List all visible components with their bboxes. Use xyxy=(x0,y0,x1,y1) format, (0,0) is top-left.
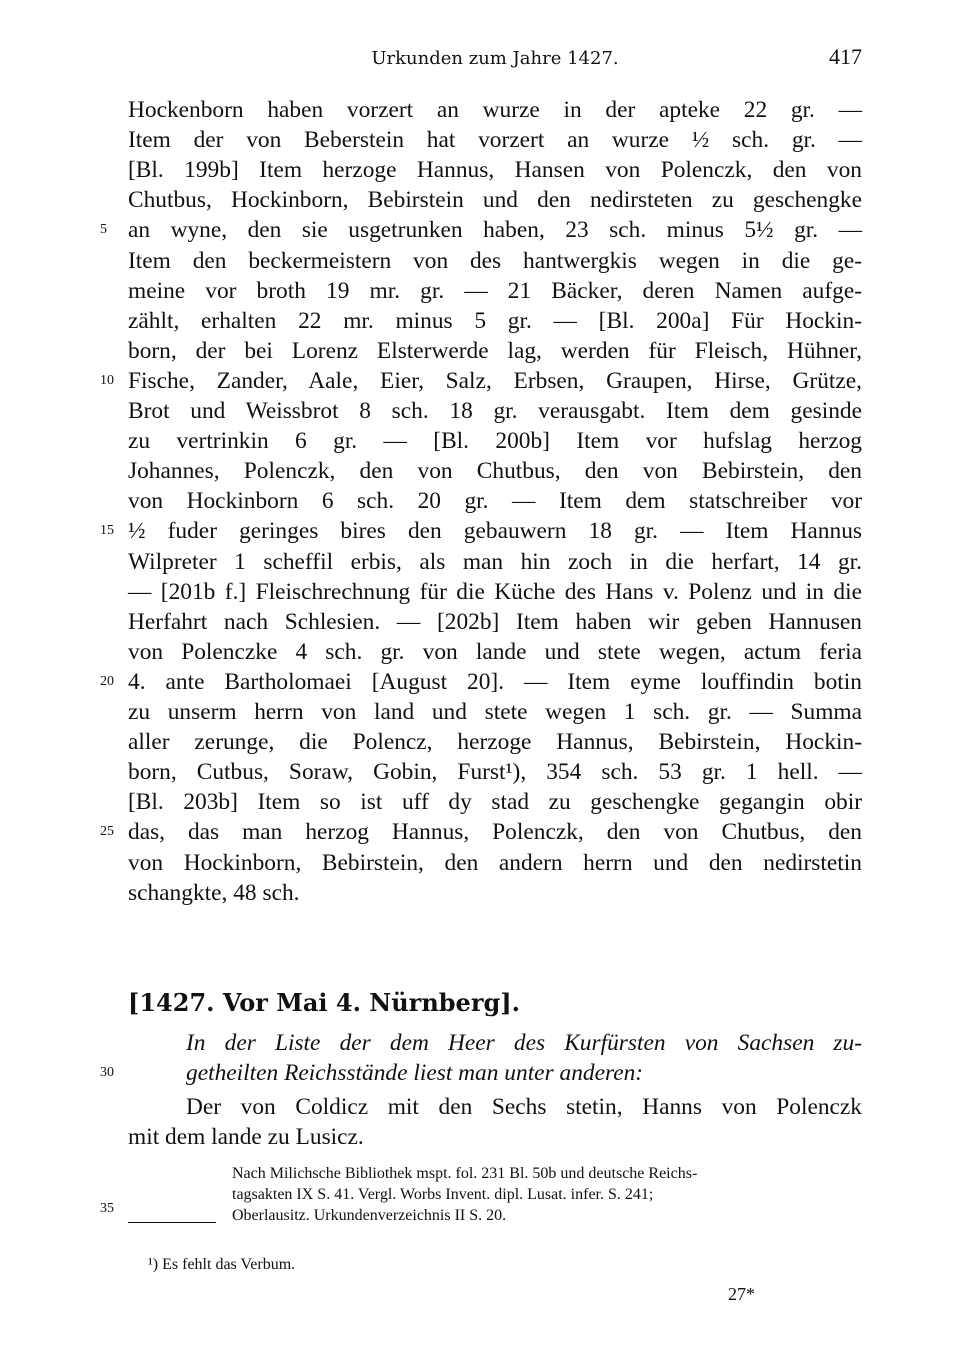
document-text-line: Item den beckermeistern von des hantwergkis wegen in die ge- xyxy=(128,247,862,274)
line-number: 5 xyxy=(100,222,107,238)
document-text-line: born, der bei Lorenz Elsterwerde lag, werden für Fleisch, Hühner, xyxy=(128,337,862,364)
signature-mark: 27* xyxy=(728,1284,755,1304)
document-text-line: Wilpreter 1 scheffil erbis, als man hin zoch in die herfart, 14 gr. xyxy=(128,548,862,575)
document-text-line: Item der von Beberstein hat vorzert an wurze ½ sch. gr. — xyxy=(128,127,862,154)
document-text-line: schangkte, 48 sch. xyxy=(128,879,300,906)
line-number: 30 xyxy=(100,1065,114,1080)
line-number: 20 xyxy=(100,673,114,689)
document-text-line: zählt, erhalten 22 mr. minus 5 gr. — [Bl. 200a] Für Hockin- xyxy=(128,307,862,334)
line-number: 25 xyxy=(100,824,114,840)
footnote: ¹) Es fehlt das Verbum. xyxy=(148,1256,296,1273)
source-line: tagsakten IX S. 41. Vergl. Worbs Invent. dipl. Lusat. infer. S. 241; xyxy=(232,1186,654,1203)
document-text-line: [Bl. 203b] Item so ist uff dy stad zu geschengke gegangin obir xyxy=(128,789,862,816)
section-heading: [1427. Vor Mai 4. Nürnberg]. xyxy=(128,988,520,1017)
document-text-line: ½ fuder geringes bires den gebauwern 18 gr. — Item Hannus xyxy=(128,518,862,545)
document-text-line: Johannes, Polenczk, den von Chutbus, den von Bebirstein, den xyxy=(128,458,862,485)
document-text-line: an wyne, den sie usgetrunken haben, 23 sch. minus 5½ gr. — xyxy=(128,217,862,244)
document-text-line: mit dem lande zu Lusicz. xyxy=(128,1124,364,1150)
intro-line: getheilten Reichsstände liest man unter anderen: xyxy=(186,1060,644,1086)
running-title: Urkunden zum Jahre 1427. xyxy=(371,48,619,69)
intro-line: In der Liste der dem Heer des Kurfürsten von Sachsen zu- xyxy=(186,1030,862,1056)
document-text-line: zu vertrinkin 6 gr. — [Bl. 200b] Item vor hufslag herzog xyxy=(128,428,862,455)
footnote-rule xyxy=(128,1222,216,1223)
document-text-line: aller zerunge, die Polencz, herzoge Hannus, Bebirstein, Hockin- xyxy=(128,729,862,756)
document-text-line: Herfahrt nach Schlesien. — [202b] Item haben wir geben Hannusen xyxy=(128,608,862,635)
document-text-line: Der von Coldicz mit den Sechs stetin, Hanns von Polenczk xyxy=(186,1094,862,1120)
page-number: 417 xyxy=(829,44,862,69)
document-text-line: born, Cutbus, Soraw, Gobin, Furst¹), 354 sch. 53 gr. 1 hell. — xyxy=(128,759,862,786)
line-number: 15 xyxy=(100,523,114,539)
page-header xyxy=(128,44,862,74)
source-line: Nach Milichsche Bibliothek mspt. fol. 231 Bl. 50b und deutsche Reichs- xyxy=(232,1165,698,1182)
document-text-line: Chutbus, Hockinborn, Bebirstein und den nedirsteten zu geschengke xyxy=(128,187,862,214)
document-text-line: 4. ante Bartholomaei [August 20]. — Item eyme louffindin botin xyxy=(128,668,862,695)
document-text-line: von Hockinborn, Bebirstein, den andern herrn und den nedirstetin xyxy=(128,849,862,876)
document-text-line: Hockenborn haben vorzert an wurze in der apteke 22 gr. — xyxy=(128,97,862,123)
line-number: 35 xyxy=(100,1201,114,1216)
document-text-line: — [201b f.] Fleischrechnung für die Küche des Hans v. Polenz und in die xyxy=(128,578,862,605)
document-text-line: von Hockinborn 6 sch. 20 gr. — Item dem statschreiber vor xyxy=(128,488,862,515)
line-number: 10 xyxy=(100,372,114,388)
source-line: Oberlausitz. Urkundenverzeichnis II S. 20. xyxy=(232,1207,507,1224)
document-text-line: das, das man herzog Hannus, Polenczk, den von Chutbus, den xyxy=(128,819,862,846)
document-text-line: Brot und Weissbrot 8 sch. 18 gr. verausgabt. Item dem gesinde xyxy=(128,398,862,424)
document-text-line: Fische, Zander, Aale, Eier, Salz, Erbsen, Graupen, Hirse, Grütze, xyxy=(128,367,862,394)
document-text-line: [Bl. 199b] Item herzoge Hannus, Hansen von Polenczk, den von xyxy=(128,157,862,184)
document-text-line: von Polenczke 4 sch. gr. von lande und stete wegen, actum feria xyxy=(128,638,862,665)
document-text-line: zu unserm herrn von land und stete wegen 1 sch. gr. — Summa xyxy=(128,699,862,725)
document-text-line: meine vor broth 19 mr. gr. — 21 Bäcker, deren Namen aufge- xyxy=(128,277,862,304)
